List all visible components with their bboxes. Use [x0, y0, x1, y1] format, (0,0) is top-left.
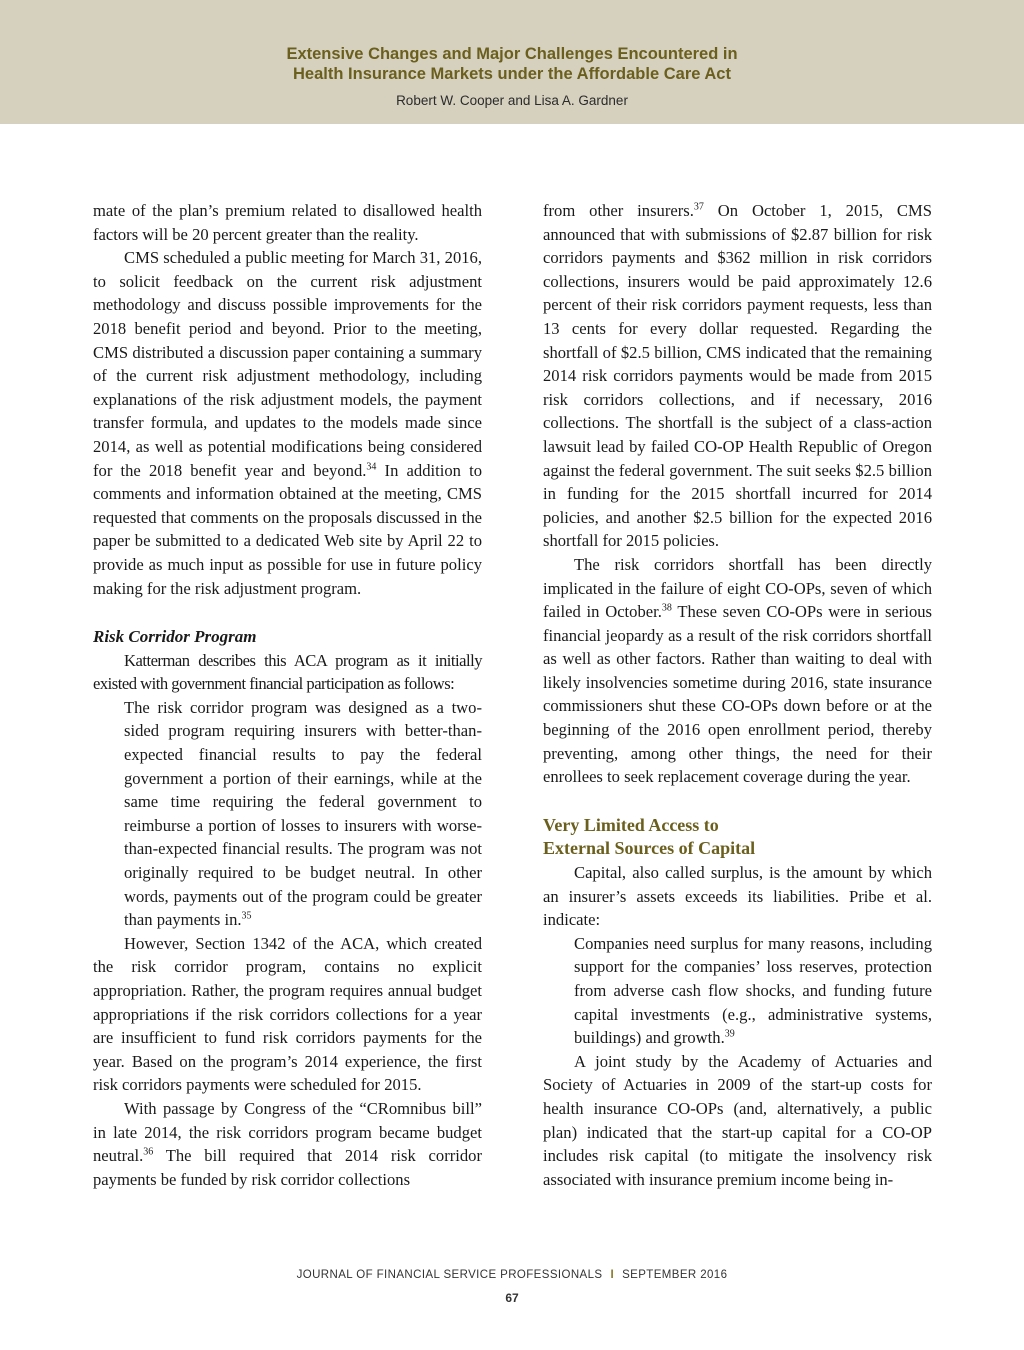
- footer-separator: I: [610, 1269, 615, 1281]
- journal-name: JOURNAL OF FINANCIAL SERVICE PROFESSIONALS: [296, 1269, 603, 1281]
- footnote-ref: 39: [724, 1028, 735, 1040]
- left-paragraph-3: Katterman describes this ACA program as it initially existed with government financial participation as follows:: [93, 650, 482, 694]
- footnote-ref: 36: [143, 1146, 154, 1158]
- right-blockquote: Companies need surplus for many reasons, including support for the companies’ loss reserves, protection from adverse cash flow shocks, and funding future capital investments (e.g., administrative systems, buildings) and growth.$^{39}$: [574, 933, 932, 1048]
- right-paragraph-1: from other insurers.$^{37}$ On October 1, 2015, CMS announced that with submissions of $2.87 billion for risk corridors payments and $362 million in risk corridors collections, insurers would be paid approximately 12.6 percent of their risk corridors payment requests, less than 13 cents for every dollar requested. Regarding the shortfall of $2.5 billion, CMS indicated that the remaining 2014 risk corridors payments would be made from 2015 risk corridors collections, and if necessary, 2016 collections. The shortfall is the subject of a class-action lawsuit lead by failed CO-OP Health Republic of Oregon against the federal government. The suit seeks $2.5 billion in funding for the 2015 shortfall incurred for 2014 policies, and another $2.5 billion for the expected 2016 shortfall for 2015 policies.: [543, 201, 932, 551]
- article-title: [0, 44, 1024, 84]
- left-paragraph-2: CMS scheduled a public meeting for March 31, 2016, to solicit feedback on the current risk adjustment methodology and discuss possible improvements for the 2018 benefit period and beyond. Prior to the meeting, CMS distributed a discussion paper containing a summary of the current risk adjustment methodology, including explanations of the risk adjustment models, the payment transfer formula, and updates to the models made since 2014, as well as potential modifications being considered for the 2018 benefit year and beyond.$^{34}$ In addition to comments and information obtained at the meeting, CMS requested that comments on the proposals discussed in the paper be submitted to a dedicated Web site by April 22 to provide as much input as possible for use in future policy making for the risk adjustment program.: [93, 248, 483, 598]
- footnote-ref: 34: [366, 461, 377, 472]
- article-title-line-1: Extensive Changes and Major Challenges Encountered in: [286, 45, 738, 63]
- section-heading-capital: Very Limited Access to External Sources of Capital: [543, 814, 756, 859]
- footnote-ref: 37: [693, 201, 704, 213]
- left-blockquote: The risk corridor program was designed as a two-sided program requiring insurers with better-than-expected financial results to pay the federal government a portion of their earnings, while at the same time requiring the federal government to reimburse a portion of losses to insurers with worse-than-expected financial results. The program was not originally required to be budget neutral. In other words, payments out of the program could be greater than payments in.$^{35}$: [124, 697, 482, 930]
- page-number: 67: [505, 1291, 519, 1305]
- left-paragraph-1: mate of the plan’s premium related to disallowed health factors will be 20 percent greater than the reality.: [93, 201, 482, 244]
- running-header: [0, 0, 1024, 124]
- article-authors: Robert W. Cooper and Lisa A. Gardner: [396, 93, 628, 108]
- left-column: [93, 199, 482, 1191]
- left-paragraph-5: With passage by Congress of the “CRomnibus bill” in late 2014, the risk corridors program became budget neutral.$^{36}$ The bill required that 2014 risk corridor payments be funded by risk corridor collections: [93, 1098, 482, 1189]
- left-paragraph-4: However, Section 1342 of the ACA, which created the risk corridor program, contains no explicit appropriation. Rather, the program requires annual budget appropriations if the risk corridors collections for a year are insufficient to fund risk corridors payments for the year. Based on the program’s 2014 experience, the first risk corridors payments were scheduled for 2015.: [93, 933, 482, 1095]
- journal-footer: [0, 1269, 1024, 1281]
- right-paragraph-2: The risk corridors shortfall has been directly implicated in the failure of eight CO-OPs, seven of which failed in October.$^{38}$ These seven CO-OPs were in serious financial jeopardy as a result of the risk corridors shortfall as well as other factors. Rather than waiting to deal with likely insolvencies sometime during 2016, state insurance commissioners shut these CO-OPs down before or at the beginning of the 2016 open enrollment period, thereby preventing, among other things, the need for their enrollees to seek replacement coverage during the year.: [543, 554, 932, 787]
- footnote-ref: 38: [661, 602, 672, 614]
- right-paragraph-4: A joint study by the Academy of Actuaries and Society of Actuaries in 2009 of the start-up costs for health insurance CO-OPs (and, alternatively, a public plan) indicated that the start-up capital for a CO-OP includes risk capital (to mitigate the insolvency risk associated with insurance premium income being in-: [543, 1051, 932, 1189]
- footnote-ref: 35: [241, 910, 252, 922]
- right-paragraph-3: Capital, also called surplus, is the amount by which an insurer’s assets exceeds its liabilities. Pribe et al. indicate:: [543, 863, 932, 930]
- subheading-risk-corridor: Risk Corridor Program: [93, 627, 257, 647]
- article-title-line-2: Health Insurance Markets under the Affordable Care Act: [293, 65, 731, 83]
- issue-date: SEPTEMBER 2016: [622, 1269, 728, 1281]
- right-column: [543, 199, 932, 1191]
